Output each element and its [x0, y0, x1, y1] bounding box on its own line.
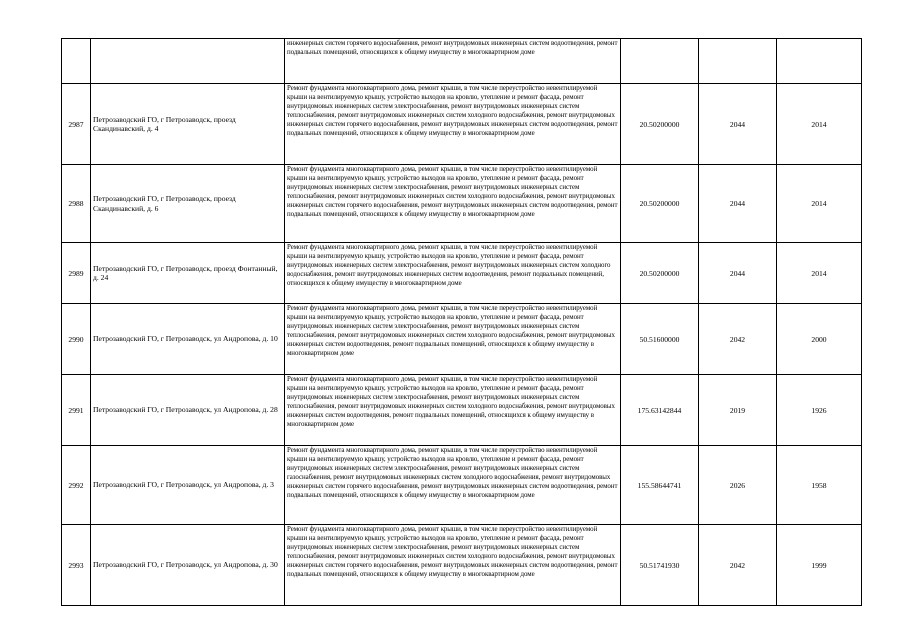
value-cell: 20.50200000 — [621, 165, 699, 243]
table-row — [62, 304, 862, 375]
value-cell: 175.63142844 — [621, 375, 699, 446]
year-plan-cell: 2019 — [699, 375, 777, 446]
table-row — [62, 165, 862, 243]
row-number: 2987 — [62, 84, 91, 165]
works-text: Ремонт фундамента многоквартирного дома, ремонт крыши, в том числе переустройство невентилируемой крыши на вентилируемую крышу, устройство выходов на кровлю, утепление и ремонт фасада, ремонт внутридомовых инженерных систем электроснабжения, ремонт внутридомовых инженерных систем холодного водоснабжения, ремонт внутридомовых инженерных систем водоотведения, ремонт подвальных помещений, относящихся к общему имуществу в многоквартирном доме — [287, 244, 611, 288]
address-cell: Петрозаводский ГО, г Петрозаводск, проезд Скандинавский, д. 6 — [91, 165, 285, 243]
table-row — [62, 525, 862, 606]
works-cell — [285, 446, 621, 525]
value-cell: 50.51741930 — [621, 525, 699, 606]
row-number: 2988 — [62, 165, 91, 243]
year-plan-cell: 2044 — [699, 243, 777, 304]
year-built-cell: 2000 — [777, 304, 862, 375]
table-row — [62, 243, 862, 304]
table-row — [62, 446, 862, 525]
year-built-cell: 2014 — [777, 84, 862, 165]
works-cell — [285, 39, 621, 84]
value-cell: 20.50200000 — [621, 243, 699, 304]
row-number: 2993 — [62, 525, 91, 606]
works-cell — [285, 165, 621, 243]
address-cell: Петрозаводский ГО, г Петрозаводск, проезд Фонтанный, д. 24 — [91, 243, 285, 304]
works-cell — [285, 525, 621, 606]
value-cell — [621, 39, 699, 84]
row-number: 2989 — [62, 243, 91, 304]
works-cell — [285, 304, 621, 375]
address-cell: Петрозаводский ГО, г Петрозаводск, ул Андропова, д. 28 — [91, 375, 285, 446]
works-cell — [285, 84, 621, 165]
year-plan-cell: 2044 — [699, 84, 777, 165]
address-cell — [91, 39, 285, 84]
works-text: Ремонт фундамента многоквартирного дома, ремонт крыши, в том числе переустройство невентилируемой крыши на вентилируемую крышу, устройство выходов на кровлю, утепление и ремонт фасада, ремонт внутридомовых инженерных систем электроснабжения, ремонт внутридомовых инженерных систем теплоснабжения, ремонт внутридомовых инженерных систем холодного водоснабжения, ремонт внутридомовых инженерных систем горячего водоснабжения, ремонт внутридомовых инженерных систем водоотведения, ремонт подвальных помещений, относящихся к общему имуществу в многоквартирном доме — [287, 526, 618, 579]
address-cell: Петрозаводский ГО, г Петрозаводск, ул Андропова, д. 10 — [91, 304, 285, 375]
row-number — [62, 39, 91, 84]
year-plan-cell: 2026 — [699, 446, 777, 525]
year-built-cell: 2014 — [777, 243, 862, 304]
year-plan-cell: 2042 — [699, 525, 777, 606]
table-row — [62, 39, 862, 84]
year-built-cell: 1999 — [777, 525, 862, 606]
table-row — [62, 375, 862, 446]
works-cell — [285, 243, 621, 304]
works-text: инженерных систем горячего водоснабжения, ремонт внутридомовых инженерных систем водоотведения, ремонт подвальных помещений, относящихся к общему имуществу в многоквартирном доме — [287, 40, 618, 57]
works-text: Ремонт фундамента многоквартирного дома, ремонт крыши, в том числе переустройство невентилируемой крыши на вентилируемую крышу, устройство выходов на кровлю, утепление и ремонт фасада, ремонт внутридомовых инженерных систем электроснабжения, ремонт внутридомовых инженерных систем теплоснабжения, ремонт внутридомовых инженерных систем холодного водоснабжения, ремонт внутридомовых инженерных систем горячего водоснабжения, ремонт внутридомовых инженерных систем водоотведения, ремонт подвальных помещений, относящихся к общему имуществу в многоквартирном доме — [287, 166, 618, 219]
year-plan-cell — [699, 39, 777, 84]
works-text: Ремонт фундамента многоквартирного дома, ремонт крыши, в том числе переустройство невентилируемой крыши на вентилируемую крышу, устройство выходов на кровлю, утепление и ремонт фасада, ремонт внутридомовых инженерных систем электроснабжения, ремонт внутридомовых инженерных систем теплоснабжения, ремонт внутридомовых инженерных систем холодного водоснабжения, ремонт внутридомовых инженерных систем горячего водоснабжения, ремонт внутридомовых инженерных систем водоотведения, ремонт подвальных помещений, относящихся к общему имуществу в многоквартирном доме — [287, 85, 618, 138]
value-cell: 50.51600000 — [621, 304, 699, 375]
year-built-cell: 1926 — [777, 375, 862, 446]
row-number: 2991 — [62, 375, 91, 446]
year-built-cell: 2014 — [777, 165, 862, 243]
year-plan-cell: 2044 — [699, 165, 777, 243]
works-text: Ремонт фундамента многоквартирного дома, ремонт крыши, в том числе переустройство невентилируемой крыши на вентилируемую крышу, устройство выходов на кровлю, утепление и ремонт фасада, ремонт внутридомовых инженерных систем электроснабжения, ремонт внутридомовых инженерных систем газоснабжения, ремонт внутридомовых инженерных систем холодного водоснабжения, ремонт внутридомовых инженерных систем горячего водоснабжения, ремонт внутридомовых инженерных систем водоотведения, ремонт подвальных помещений, относящихся к общему имуществу в многоквартирном доме — [287, 447, 618, 500]
works-cell — [285, 375, 621, 446]
year-built-cell: 1958 — [777, 446, 862, 525]
row-number: 2992 — [62, 446, 91, 525]
works-text: Ремонт фундамента многоквартирного дома, ремонт крыши, в том числе переустройство невентилируемой крыши на вентилируемую крышу, устройство выходов на кровлю, утепление и ремонт фасада, ремонт внутридомовых инженерных систем электроснабжения, ремонт внутридомовых инженерных систем теплоснабжения, ремонт внутридомовых инженерных систем холодного водоснабжения, ремонт внутридомовых инженерных систем водоотведения, ремонт подвальных помещений, относящихся к общему имуществу в многоквартирном доме — [287, 305, 615, 358]
address-cell: Петрозаводский ГО, г Петрозаводск, ул Андропова, д. 30 — [91, 525, 285, 606]
address-cell: Петрозаводский ГО, г Петрозаводск, проезд Скандинавский, д. 4 — [91, 84, 285, 165]
works-text: Ремонт фундамента многоквартирного дома, ремонт крыши, в том числе переустройство невентилируемой крыши на вентилируемую крышу, устройство выходов на кровлю, утепление и ремонт фасада, ремонт внутридомовых инженерных систем электроснабжения, ремонт внутридомовых инженерных систем теплоснабжения, ремонт внутридомовых инженерных систем холодного водоснабжения, ремонт внутридомовых инженерных систем водоотведения, ремонт подвальных помещений, относящихся к общему имуществу в многоквартирном доме — [287, 376, 615, 429]
value-cell: 155.58644741 — [621, 446, 699, 525]
address-cell: Петрозаводский ГО, г Петрозаводск, ул Андропова, д. 3 — [91, 446, 285, 525]
register-table — [61, 38, 862, 606]
value-cell: 20.50200000 — [621, 84, 699, 165]
row-number: 2990 — [62, 304, 91, 375]
year-plan-cell: 2042 — [699, 304, 777, 375]
year-built-cell — [777, 39, 862, 84]
table-row — [62, 84, 862, 165]
